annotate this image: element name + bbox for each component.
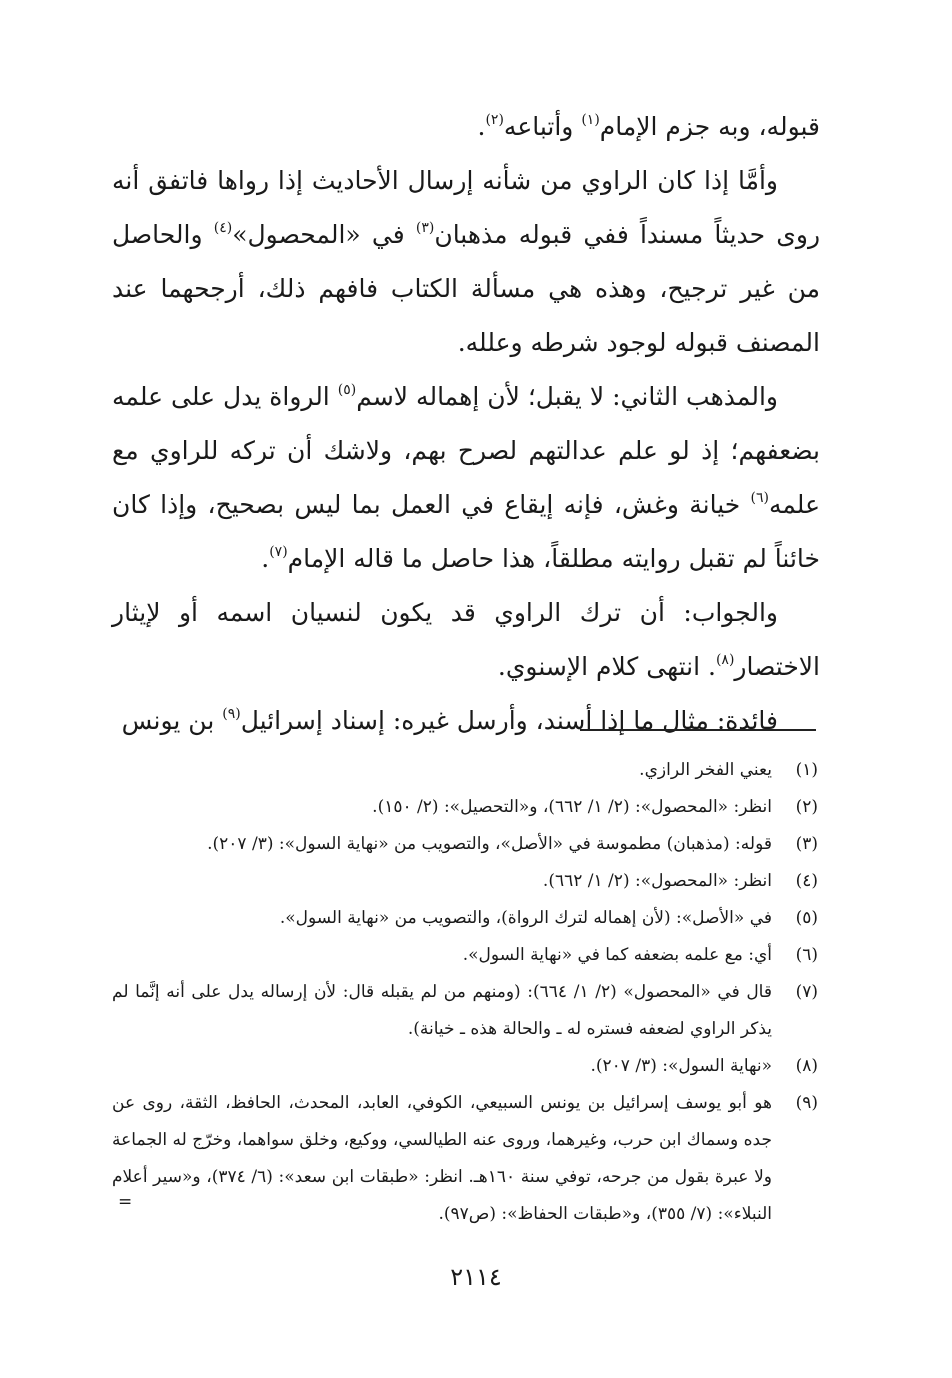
footnote-text: أي: مع علمه بضعفه كما في «نهاية السول». [462,945,772,965]
footnote-number: (٦) [795,945,818,965]
footnote-text: في «الأصل»: (لأن إهماله لترك الرواة)، والتصويب من «نهاية السول». [279,908,772,928]
paragraph-2: وأمَّا إذا كان الراوي من شأنه إرسال الأحاديث إذا رواها فاتفق أنه روى حديثاً مسنداً ففي قبوله مذهبان$^{(٣)}$ في «المحصول»$^{(٤)}$ والحاصل من غير ترجيح، وهذه هي مسألة الكتاب فافهم ذلك، أرجحهما عند المصنف قبوله لوجود شرطه وعلله. [112,166,821,357]
footnote-text: انظر: «المحصول»: (٢/ ١/ ٦٦٢)، و«التحصيل»: (٢/ ١٥٠). [372,797,772,817]
footnote-ref: (٩) [222,706,241,722]
footnote-ref: (١) [581,112,600,128]
footnote-number: (٢) [795,797,818,817]
paragraph-5: فائدة: مثال ما إذا أسند، وأرسل غيره: إسناد إسرائيل$^{(٩)}$ بن يونس [121,706,778,735]
footnote-text: «نهاية السول»: (٣/ ٢٠٧). [590,1056,772,1076]
paragraph-1: قبوله، وبه جزم الإمام$^{(١)}$ وأتباعه$^{(٢)}$. [477,112,820,141]
paragraph-4: والجواب: أن ترك الراوي قد يكون لنسيان اسمه أو لإيثار الاختصار$^{(٨)}$. انتهى كلام الإسنوي. [112,598,820,681]
continuation-mark: = [118,1192,133,1212]
footnote-item [112,1048,818,1085]
footnote-text: قال في «المحصول» (٢/ ١/ ٦٦٤): (ومنهم من لم يقبله قال: لأن إرساله يدل على أنه إنَّما لم يذكر الراوي لضعفه فستره له ـ والحالة هذه ـ خيانة). [112,982,772,1039]
footnote-text: انظر: «المحصول»: (٢/ ١/ ٦٦٢). [542,871,772,891]
footnote-text: هو أبو يوسف إسرائيل بن يونس السبيعي، الكوفي، العابد، المحدث، الحافظ، الثقة، روى عن جده وسماك ابن حرب، وغيرهما، وروى عنه الطيالسي، ووكيع، وخلق سواهما، وخرّج له الجماعة ولا عبرة بقول من جرحه، توفي سنة ١٦٠هـ. انظر: «طبقات ابن سعد»: (٦/ ٣٧٤)، و«سير أعلام النبلاء»: (٧/ ٣٥٥)، و«طبقات الحفاظ»: (ص٩٧). [112,1093,772,1224]
footnote-ref: (٥) [337,382,357,398]
main-text [112,100,820,748]
footnote-ref: (٨) [715,652,735,668]
footnote-item [112,789,818,826]
footnote-ref: (٢) [485,112,504,128]
footnote-text: يعني الفخر الرازي. [639,760,772,780]
footnote-number: (٤) [795,871,818,891]
footnote-number: (٩) [795,1093,818,1113]
footnote-item [112,752,818,789]
paragraph-3: والمذهب الثاني: لا يقبل؛ لأن إهماله لاسم$^{(٥)}$ الرواة يدل على علمه بضعفهم؛ إذ لو علم عدالتهم لصرح بهم، ولاشك أن تركه للراوي مع علمه$^{(٦)}$ خيانة وغش، فإنه إيقاع في العمل بما ليس بصحيح، وإذا كان خائناً لم تقبل روايته مطلقاً، هذا حاصل ما قاله الإمام$^{(٧)}$. [112,382,820,573]
footnote-text: قوله: (مذهبان) مطموسة في «الأصل»، والتصويب من «نهاية السول»: (٣/ ٢٠٧). [207,834,772,854]
footnote-item [112,1085,818,1233]
footnote-number: (١) [795,760,818,780]
footnote-item [112,900,818,937]
footnote-ref: (٤) [213,220,233,236]
footnote-divider [580,729,816,731]
footnote-item [112,826,818,863]
footnote-number: (٣) [795,834,818,854]
footnote-item [112,863,818,900]
footnote-number: (٧) [795,982,818,1002]
footnote-ref: (٦) [750,490,769,506]
footnote-item [112,974,818,1048]
page-number: ٢١١٤ [450,1263,502,1291]
footnote-item [112,937,818,974]
footnote-ref: (٧) [269,544,288,560]
footnote-number: (٨) [795,1056,818,1076]
footnote-ref: (٣) [415,220,435,236]
footnote-number: (٥) [795,908,818,928]
footnotes [112,752,818,1233]
